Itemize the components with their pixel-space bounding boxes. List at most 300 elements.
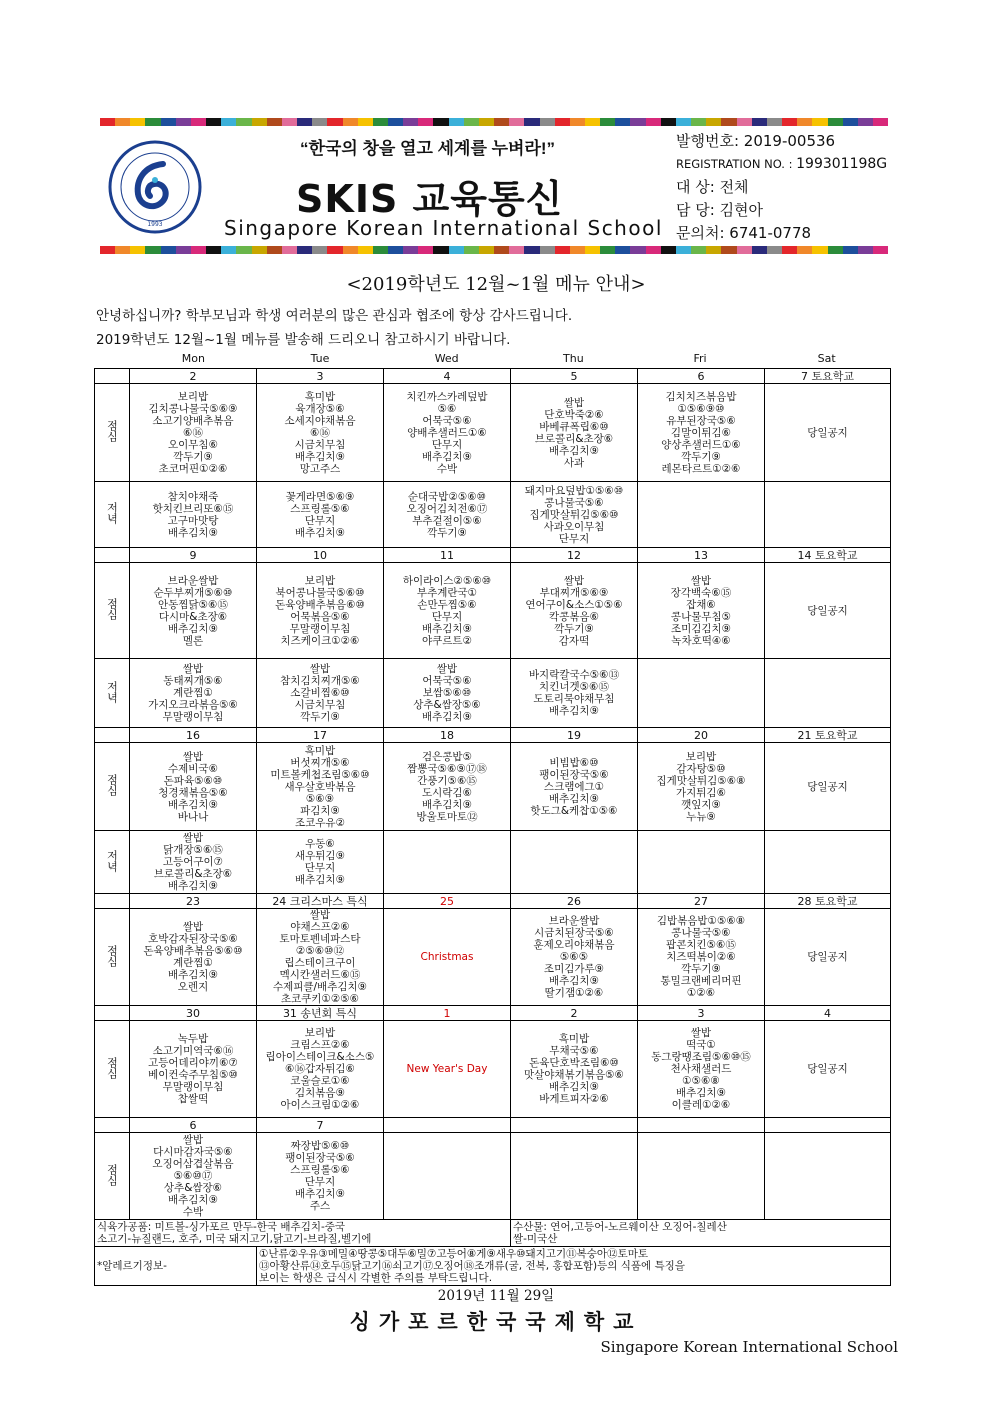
stripe-segment — [479, 118, 494, 126]
stripe-segment — [752, 118, 767, 126]
menu-item: 깍두기⑨ — [554, 622, 594, 635]
menu-item: 깍두기⑨ — [681, 450, 721, 463]
menu-item: 핫도그&케찹①⑤⑥ — [530, 804, 618, 817]
lunch-cell — [511, 743, 638, 831]
menu-item: 순두부찌개⑤⑥⑩ — [153, 586, 233, 599]
lunch-cell — [765, 563, 891, 659]
menu-item: 배추김치⑨ — [422, 711, 472, 723]
menu-item: 집게맛살튀김⑤⑥⑧ — [656, 774, 746, 787]
stripe-segment — [737, 118, 752, 126]
stripe-segment — [843, 246, 858, 254]
menu-item: 쌀밥 — [309, 663, 331, 675]
menu-item: 배추김치⑨ — [168, 880, 218, 892]
stripe-segment — [282, 246, 297, 254]
notice-text: 당일공지 — [807, 780, 848, 793]
lunch-cell — [257, 743, 384, 831]
menu-item: 김밥볶음밥①⑤⑥⑧ — [656, 915, 746, 927]
menu-item: 쌀밥 — [182, 832, 204, 844]
menu-item: 손만두찜⑤⑥ — [417, 598, 477, 611]
stripe-segment — [555, 246, 570, 254]
menu-item: ①⑤⑥⑧ — [682, 1075, 720, 1087]
menu-item: 치즈떡볶이②⑥ — [666, 951, 736, 963]
menu-item: 통밀크랜베리머핀 — [660, 975, 742, 987]
stripe-segment — [782, 118, 797, 126]
menu-item: 야채스프②⑥ — [290, 921, 350, 933]
date-cell: 23 — [130, 894, 257, 909]
stripe-segment — [767, 118, 782, 126]
menu-item: 무채국⑤⑥ — [549, 1045, 599, 1057]
stripe-segment — [479, 246, 494, 254]
date-cell: 4 — [765, 1006, 891, 1021]
date-cell: 2 — [130, 369, 257, 384]
date-cell — [638, 1118, 765, 1133]
weekday-fri: Fri — [693, 352, 707, 365]
menu-item: 바지락칼국수⑤⑥⑬ — [528, 669, 620, 681]
stripe-segment — [524, 118, 539, 126]
menu-item: 단무지 — [304, 1176, 336, 1188]
menu-item: 보리밥 — [304, 1027, 336, 1039]
date-row-spacer — [95, 369, 130, 384]
meal-label-text: 저녁 — [105, 502, 119, 524]
menu-item: 천사채샐러드 — [670, 1063, 732, 1075]
stripe-segment — [236, 118, 251, 126]
menu-item: 짜장밥⑤⑥⑩ — [290, 1140, 350, 1152]
stripe-segment — [585, 246, 600, 254]
stripe-segment — [418, 246, 433, 254]
menu-item: 닭개장⑤⑥⑮ — [163, 844, 223, 856]
menu-item: 상추&쌈장⑥ — [163, 1182, 223, 1194]
menu-item: 보쌈⑤⑥⑩ — [422, 687, 472, 699]
stripe-segment — [797, 246, 812, 254]
allergy-info — [257, 1247, 891, 1286]
dinner-cell — [130, 831, 257, 894]
lunch-cell — [130, 563, 257, 659]
menu-item: 콩나물무침⑤ — [670, 610, 732, 623]
menu-item: 감자탕⑤⑩ — [676, 762, 726, 775]
date-cell — [765, 1118, 891, 1133]
menu-item: 미트볼케첩조림⑤⑥⑩ — [270, 768, 370, 781]
lunch-cell — [257, 384, 384, 482]
menu-item: ①⑤⑥⑨⑩ — [677, 402, 725, 415]
menu-item: 이클레①②⑥ — [671, 1099, 731, 1111]
contact: 문의처: 6741-0778 — [676, 224, 812, 242]
stripe-segment — [221, 118, 236, 126]
menu-item: 장각백숙⑥⑮ — [670, 586, 732, 599]
allergy-text: ⑬아황산류⑭호두⑮닭고기⑯쇠고기⑰오징어⑱조개류(굴, 전복, 홍합포함)등의 식품에 특징을 — [259, 1260, 685, 1272]
lunch-cell — [765, 743, 891, 831]
allergy-label: *알레르기정보- — [95, 1247, 257, 1286]
menu-item: 배추김치⑨ — [549, 975, 599, 987]
stripe-segment — [540, 246, 555, 254]
menu-item: 사과 — [563, 456, 585, 469]
menu-item: 감자떡 — [558, 634, 590, 647]
meal-label-text: 저녁 — [105, 680, 119, 703]
weekday-sat: Sat — [817, 352, 836, 365]
menu-item: 소세지야채볶음 — [284, 414, 356, 427]
menu-item: 배추김치⑨ — [168, 969, 218, 981]
lunch-cell — [511, 563, 638, 659]
stripe-segment — [600, 246, 615, 254]
header-color-stripe-bottom — [100, 246, 888, 254]
menu-item: 부추겉절이⑤⑥ — [412, 514, 482, 527]
stripe-segment — [828, 246, 843, 254]
date-row-spacer — [95, 1006, 130, 1021]
stripe-segment — [449, 246, 464, 254]
menu-item: 가지오크라볶음⑤⑥ — [148, 699, 238, 711]
greeting-line-2: 2019학년도 12월~1월 메뉴를 발송해 드리오니 참고하시기 바랍니다. — [96, 332, 511, 348]
dinner-cell — [384, 831, 511, 894]
lunch-row — [95, 1133, 891, 1220]
stripe-segment — [130, 118, 145, 126]
issue-date: 2019년 11월 29일 — [437, 1288, 555, 1304]
stripe-segment — [100, 246, 115, 254]
stripe-segment — [343, 118, 358, 126]
meal-label-lunch — [95, 1021, 130, 1118]
menu-item: 방울토마토⑫ — [416, 810, 478, 823]
stripe-segment — [206, 118, 221, 126]
stripe-segment — [297, 246, 312, 254]
date-cell: 4 — [384, 369, 511, 384]
menu-item: 찹쌀떡 — [177, 1093, 209, 1105]
menu-item: 유부된장국⑤⑥ — [666, 414, 736, 427]
stripe-segment — [737, 246, 752, 254]
date-cell: 7 토요학교 — [765, 369, 891, 384]
date-cell: 21 토요학교 — [765, 728, 891, 743]
dinner-row — [95, 659, 891, 728]
menu-item: 양상추샐러드①⑥ — [661, 438, 741, 451]
stripe-segment — [676, 246, 691, 254]
meal-label-text: 점심 — [105, 420, 119, 442]
stripe-segment — [145, 246, 160, 254]
menu-item: 청경채볶음⑤⑥ — [158, 786, 228, 799]
notice-text: 당일공지 — [807, 1063, 848, 1075]
menu-item: 누뉴⑨ — [686, 810, 716, 823]
lunch-row — [95, 909, 891, 1006]
meal-label-text: 점심 — [105, 944, 119, 967]
dinner-cell — [257, 482, 384, 548]
date-cell: 17 — [257, 728, 384, 743]
lunch-cell — [511, 384, 638, 482]
stripe-segment — [176, 118, 191, 126]
menu-item: 배추김치⑨ — [549, 444, 599, 457]
menu-item: 북어콩나물국⑤⑥⑩ — [275, 586, 365, 599]
date-cell: 30 — [130, 1006, 257, 1021]
menu-item: 돈육양배추볶음⑤⑥⑩ — [143, 945, 243, 957]
lunch-cell — [765, 384, 891, 482]
notice-text: 당일공지 — [807, 604, 848, 617]
stripe-segment — [343, 246, 358, 254]
menu-item: 브로콜리&초장⑥ — [153, 868, 233, 880]
date-cell: 11 — [384, 548, 511, 563]
issue-number: 발행번호: 2019-00536 — [676, 132, 836, 150]
menu-item: 쌀밥 — [690, 1027, 712, 1039]
menu-item: 우동⑥ — [305, 838, 335, 850]
menu-item: 스프링롤⑤⑥ — [290, 1164, 350, 1176]
menu-item: 레몬타르트①②⑥ — [661, 462, 741, 475]
menu-item: New Year's Day — [406, 1063, 488, 1075]
stripe-segment — [509, 118, 524, 126]
stripe-segment — [721, 246, 736, 254]
dinner-cell — [257, 659, 384, 728]
menu-item: 상추&쌈장⑤⑥ — [413, 699, 481, 711]
menu-item: 꽃게라면⑤⑥⑨ — [285, 490, 355, 503]
stripe-segment — [721, 118, 736, 126]
menu-item: 도토리묵야채무침 — [533, 693, 615, 705]
menu-item: 립스테이크구이 — [284, 957, 356, 969]
date-cell: 20 — [638, 728, 765, 743]
menu-item: 배추김치⑨ — [295, 526, 345, 539]
date-cell: 26 — [511, 894, 638, 909]
menu-item: 배추김치⑨ — [295, 1188, 345, 1200]
menu-item: 배추김치⑨ — [168, 526, 218, 539]
weekday-tue: Tue — [310, 352, 330, 365]
lunch-cell — [384, 1021, 511, 1118]
menu-item: 배추김치⑨ — [168, 798, 218, 811]
menu-item: 간풍기⑤⑥⑮ — [417, 774, 477, 787]
menu-item: 멕시칸샐러드⑥⑮ — [279, 969, 361, 981]
menu-item: 립아이스테이크&소스⑤ — [265, 1051, 375, 1063]
menu-item: 쌀밥 — [309, 909, 331, 921]
stripe-segment — [646, 246, 661, 254]
lunch-cell — [765, 1021, 891, 1118]
menu-item: 동그랑땡조림⑤⑥⑩⑮ — [651, 1051, 751, 1063]
origin-text: 식육가공품: 미트볼-싱가포르 만두-한국 배추김치-중국 — [97, 1221, 346, 1233]
slogan: “한국의 창을 열고 세계를 누벼라!” — [300, 139, 556, 158]
school-english-footer: Singapore Korean International School — [600, 1338, 898, 1356]
menu-item: 오징어김치전⑥⑰ — [406, 502, 488, 515]
stripe-segment — [646, 118, 661, 126]
meal-label-text: 점심 — [105, 598, 119, 620]
stripe-segment — [358, 246, 373, 254]
dinner-cell — [638, 659, 765, 728]
menu-item: 핫치킨브리또⑥⑮ — [152, 502, 234, 515]
menu-item: 다시마감자국⑤⑥ — [153, 1146, 233, 1158]
menu-item: 바게트피자②⑥ — [539, 1093, 609, 1105]
menu-item: ⑤⑥ — [437, 402, 457, 415]
lunch-row — [95, 743, 891, 831]
date-cell: 24 크리스마스 특식 — [257, 894, 384, 909]
menu-item: 콩나물국⑤⑥ — [544, 496, 604, 509]
menu-item: 녹차호떡④⑥ — [671, 634, 731, 647]
dinner-cell — [130, 482, 257, 548]
lunch-cell — [638, 909, 765, 1006]
menu-item: 김치볶음⑨ — [295, 1087, 345, 1099]
menu-item: 소갈비찜⑥⑩ — [290, 687, 350, 699]
stripe-segment — [221, 246, 236, 254]
lunch-cell — [130, 1133, 257, 1220]
menu-item: 연어구이&소스①⑤⑥ — [525, 598, 623, 611]
origin-text: 쌀-미국산 — [513, 1233, 558, 1245]
date-cell: 25 — [384, 894, 511, 909]
dinner-cell — [511, 482, 638, 548]
menu-item: 하이라이스②⑤⑥⑩ — [402, 574, 492, 587]
manager: 담 당: 김현아 — [676, 201, 764, 219]
date-cell: 7 — [257, 1118, 384, 1133]
stripe-segment — [100, 118, 115, 126]
stripe-segment — [630, 118, 645, 126]
meal-label-dinner — [95, 831, 130, 894]
stripe-segment — [161, 246, 176, 254]
stripe-segment — [433, 118, 448, 126]
stripe-segment — [570, 118, 585, 126]
stripe-segment — [373, 246, 388, 254]
stripe-segment — [812, 118, 827, 126]
stripe-segment — [494, 246, 509, 254]
stripe-segment — [312, 246, 327, 254]
lunch-cell — [511, 1133, 638, 1220]
stripe-segment — [661, 246, 676, 254]
menu-item: 조코우유② — [295, 816, 345, 829]
lunch-cell — [638, 1021, 765, 1118]
stripe-segment — [812, 246, 827, 254]
menu-item: 오렌지 — [177, 981, 209, 993]
menu-item: 검은콩밥⑤ — [422, 750, 472, 763]
date-row — [95, 1118, 891, 1133]
menu-item: 단무지 — [304, 862, 336, 874]
menu-item: 팽이된장국⑤⑥ — [539, 768, 609, 781]
stripe-segment — [176, 246, 191, 254]
menu-item: 김치치즈볶음밥 — [665, 390, 737, 403]
menu-item: 맛살야채볶기볶음⑤⑥ — [524, 1069, 624, 1081]
menu-item: 쌀밥 — [436, 663, 458, 675]
meal-label-dinner — [95, 482, 130, 548]
lunch-cell — [257, 909, 384, 1006]
stripe-segment — [843, 118, 858, 126]
lunch-cell — [638, 563, 765, 659]
registration-row — [676, 153, 890, 176]
school-logo — [108, 140, 202, 234]
meal-label-text: 점심 — [105, 1163, 119, 1186]
date-cell: 13 — [638, 548, 765, 563]
stripe-segment — [282, 118, 297, 126]
menu-item: 무말랭이무침 — [162, 711, 224, 723]
date-cell: 31 송년회 특식 — [257, 1006, 384, 1021]
menu-item: 어묵볶음⑤⑥ — [290, 610, 350, 623]
menu-item: 돈육단호박조림⑥⑩ — [529, 1057, 619, 1069]
date-cell: 6 — [130, 1118, 257, 1133]
menu-item: 스크램에그① — [543, 780, 605, 793]
stripe-segment — [828, 118, 843, 126]
menu-item: 깻잎지⑨ — [681, 798, 721, 811]
menu-item: 고구마맛탕 — [167, 514, 219, 527]
menu-item: 돼지마요덮밥①⑤⑥⑩ — [524, 484, 624, 497]
menu-item: 집게맛살튀김⑤⑥⑩ — [529, 508, 619, 521]
stripe-segment — [752, 246, 767, 254]
stripe-segment — [706, 118, 721, 126]
date-row-spacer — [95, 728, 130, 743]
allergy-row — [95, 1247, 891, 1286]
menu-item: 조미김김치⑨ — [670, 622, 732, 635]
menu-item: 배추김치⑨ — [422, 622, 472, 635]
stripe-segment — [494, 118, 509, 126]
menu-item: 양배추샐러드①⑥ — [407, 426, 487, 439]
menu-item: 배추김치⑨ — [549, 792, 599, 805]
menu-item: 브라운쌀밥 — [548, 915, 600, 927]
stripe-segment — [873, 118, 888, 126]
lunch-cell — [638, 743, 765, 831]
lunch-cell — [638, 384, 765, 482]
menu-item: 팽이된장국⑤⑥ — [285, 1152, 355, 1164]
stripe-segment — [236, 246, 251, 254]
menu-item: 시금치무침 — [294, 438, 346, 451]
menu-item: 도시락김⑥ — [422, 786, 472, 799]
dinner-cell — [638, 482, 765, 548]
menu-item: 배추김치⑨ — [295, 874, 345, 886]
stripe-segment — [161, 118, 176, 126]
menu-item: 다시마&초장⑥ — [158, 610, 228, 623]
menu-item: 수제피클/배추김치⑨ — [272, 981, 368, 993]
stripe-segment — [570, 246, 585, 254]
menu-item: 치즈케이크①②⑥ — [280, 634, 360, 647]
menu-item: ②⑤⑥⑩⑫ — [295, 945, 345, 957]
menu-item: 배추김치⑨ — [168, 622, 218, 635]
menu-item: 사과오이무침 — [543, 520, 605, 533]
stripe-segment — [782, 246, 797, 254]
stripe-segment — [767, 246, 782, 254]
dinner-cell — [384, 659, 511, 728]
date-cell: 6 — [638, 369, 765, 384]
menu-item: 가지튀김⑥ — [676, 786, 726, 799]
stripe-segment — [358, 118, 373, 126]
origin-left — [95, 1220, 511, 1247]
menu-item: 스프링롤⑤⑥ — [290, 502, 350, 515]
date-cell: 14 토요학교 — [765, 548, 891, 563]
dinner-cell — [765, 659, 891, 728]
date-cell: 27 — [638, 894, 765, 909]
menu-item: 흑미밥 — [558, 1033, 590, 1045]
lunch-cell — [384, 384, 511, 482]
menu-item: Christmas — [420, 951, 474, 963]
dinner-cell — [257, 831, 384, 894]
menu-item: 초코쿠키①②⑤⑥ — [280, 993, 360, 1005]
origin-text: 수산물: 연어,고등어-노르웨이산 오징어-칠레산 — [513, 1221, 727, 1233]
lunch-cell — [638, 1133, 765, 1220]
notice-text: 당일공지 — [807, 426, 848, 439]
menu-item: 어묵국⑤⑥ — [422, 675, 472, 687]
menu-item: 단무지 — [431, 610, 463, 623]
stripe-segment — [115, 246, 130, 254]
date-row-spacer — [95, 1118, 130, 1133]
stripe-segment — [327, 246, 342, 254]
stripe-segment — [555, 118, 570, 126]
date-cell: 12 — [511, 548, 638, 563]
date-cell: 28 토요학교 — [765, 894, 891, 909]
origin-row — [95, 1220, 891, 1247]
menu-item: 쌀밥 — [182, 1134, 204, 1146]
dinner-cell — [511, 831, 638, 894]
dinner-row — [95, 482, 891, 548]
menu-item: 소고기미역국⑥⑯ — [152, 1045, 234, 1057]
dinner-row — [95, 831, 891, 894]
menu-item: ⑥⑯ — [183, 426, 203, 439]
lunch-cell — [384, 563, 511, 659]
menu-item: 파김치⑨ — [300, 804, 340, 817]
menu-item: 오징어삼겹살볶음 — [152, 1158, 234, 1170]
registration-number: 199301198G — [796, 156, 888, 172]
menu-item: 쌀밥 — [182, 750, 204, 763]
date-cell: 19 — [511, 728, 638, 743]
stripe-segment — [691, 118, 706, 126]
menu-item: 바베큐폭립⑥⑩ — [539, 420, 609, 433]
date-row — [95, 1006, 891, 1021]
lunch-cell — [130, 743, 257, 831]
menu-item: 무말랭이무침 — [162, 1081, 224, 1093]
date-row-spacer — [95, 894, 130, 909]
dinner-cell — [130, 659, 257, 728]
lunch-cell — [511, 1021, 638, 1118]
lunch-row — [95, 1021, 891, 1118]
menu-item: 배추김치⑨ — [422, 798, 472, 811]
